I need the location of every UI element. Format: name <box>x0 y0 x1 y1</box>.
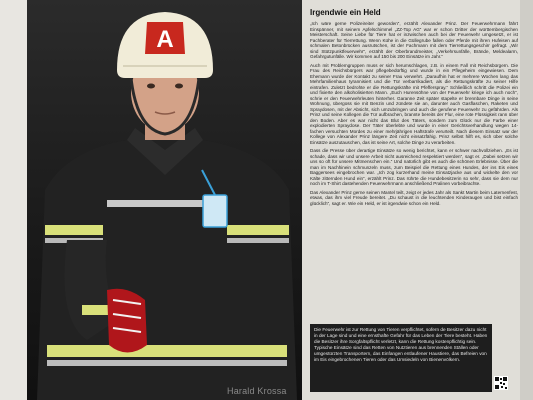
arm-reflective-stripe <box>82 305 112 315</box>
page-margin-right <box>520 0 533 400</box>
reflective-stripe-right-upper <box>227 225 289 235</box>
article-paragraph: Auch mit Problemgruppen muss er sich herumschlagen, z.B. in einem Fall mit Reichsbürgern. Die Frau des Reichsbürgers war pflegebedürftig und wurde in ein Pflegeheim eingewiesen. Dem Ehemann wurde der Kontakt zu seiner Frau verwehrt. „Daraufhin hat er mehrere Wochen lang das Mehrfamilienhaus tyrannisiert und die Tür verbarrikadiert, als die Rettungskräfte zu seiner Hilfe eintrafen. Zuletzt bedrohte er die Rettungskräfte mit Pfefferspray.“ Schließlich schritt die Polizei ein und fixierte den alkoholisierten Mann. „Euch Hurensöhne von der Feuerwehr kriege ich auch noch“, schrie er den Feuerwehrleuten hinterher. Garanne Zeit später stapelte er brennbare Dinge in seine Wohnung, übergoss sie mit Benzin und zündete sie an, darunter auch Gasflaschen, Raketen und Spraydosen, mit der Absicht, sich umzubringen und auch die gerufene Feuerwehr zu gefährden. Als Prinz und seine Kollegen die Tür aufbrachen, brannte bereits der Flur, eine rote Flüssigkeit rann über den Boden. Aber es war nicht das Blut des Täters, sondern zum Glück nur die Farbe einer explodierten Spraydose. Der Täter überlebte und wurde in einer Gerichtsverhandlung wegen 14-fachen versuchten Mordes zu einer mehrjährigen Haftstrafe verurteilt. Nach diesem Einsatz war der Kollege von Alexander Prinz längere Zeit nicht einsatzfähig. Prinz selbst hilft es, sich über solche Einsätze auszutauschen, das ist seine Art, solche Dinge zu verarbeiten. <box>310 62 518 145</box>
firefighter-portrait-photo <box>27 0 302 400</box>
helmet-letter: A <box>156 26 174 53</box>
photo-credit: Harald Krossa <box>227 386 287 396</box>
article-body <box>310 21 518 206</box>
reflective-stripe-waist <box>47 345 287 357</box>
article-paragraph: Dass die Presse über derartige Einsätze so wenig berichtet, kann er schwer nachvollziehen. „Es ist schade, dass wir und unsere Arbeit nicht ausreichend respektiert werden“, sagt er. „Dabei setzen wir uns so oft für unsere Mitmenschen ein.“ Und natürlich gibt es auch die schönen Erlebnisse. Über die man im Nachhinein schmunzeln muss, zum Beispiel die Rettung eines Hundes, der ins Eis eines Baggersees eingebrochen war. „Ich zog kurzerhand meine Einsatzjacke aus und wickelte den vor Kälte zitternden Hund ein“, erzählt Prinz. Das rührte die Hundebesitzerin so sehr, dass sie dem nur noch im T-Shirt dastehenden Feuerwehrmann anschließend Pralinen vorbeibrachte. <box>310 148 518 186</box>
firefighter-illustration <box>27 0 302 400</box>
info-box: Die Feuerwehr ist zur Rettung von Tieren verpflichtet, sofern de Besitzer dazu nicht in der Lage sind und eine ernsthafte Gefahr für das Leben der Tiere besteht. Haben die Besitzer ihre Sorgfaltspflicht verletzt, kann die Rettung kostenpflichtig sein. Typische Einsätze sind das Retten von Nutztieren aus brennenden Ställen oder umgestürzten Transportern, das Einfangen entlaufener Haustiere, das Befreien von im Eis eingebrochenen Tieren oder das Umsiedeln von Bienenvölkern. <box>310 324 492 392</box>
article-paragraph: Das Alexander Prinz gerne seinen Mantel teilt, zeigt er jedes Jahr als Sankt Martin beim Laternenfest, etwas, das ihm viel Freude bereitet. „Du schaust in die leuchtenden Kinderaugen und bist einfach glücklich“, sagt er. Wie ein Held, er ist irgendwie schon ein Held. <box>310 189 518 206</box>
article-column <box>310 8 518 326</box>
article-title: Irgendwie ein Held <box>310 8 381 17</box>
left-eye <box>147 84 155 89</box>
page-margin-left <box>0 0 27 400</box>
qr-code-icon <box>494 376 508 390</box>
red-glove <box>107 289 147 353</box>
reflective-stripe-left-upper <box>45 225 103 235</box>
reflective-stripe-waist-silver <box>47 360 287 366</box>
article-paragraph: „Ich wäre gerne Polizeireiter geworden“, erzählt Alexander Prinz. Der Feuerwehrmann fährt Einspänner, mit seinem Apfelschimmel „ZZ-Top AG“ war er schon Dritter der württembergischen Meisterschaft. Seine Liebe für Tiere hat er inzwischen auch bei der Feuerwehr umgesetzt, er ist Fachberater für Tierrettung. Wenn Kühe in die Güllegrube fallen oder Pferde mit ihren Hufeisen auf schmalen Betonbrücken ausrutschen, ist der Fachmann mit dem Tierrettungsgeschirr gefragt. „Wir sind Stützpunktfeuerwehr“, erzählt der Oberbrandmeister, „Verkehrsunfälle, Brände, Meldealarm, Gefahrgutunfälle. Wir kommen auf 150 bis 200 Einsätze im Jahr.“ <box>310 21 518 59</box>
right-eye <box>175 84 183 89</box>
id-badge <box>203 195 227 227</box>
reflective-stripe-right-silver <box>227 238 289 243</box>
